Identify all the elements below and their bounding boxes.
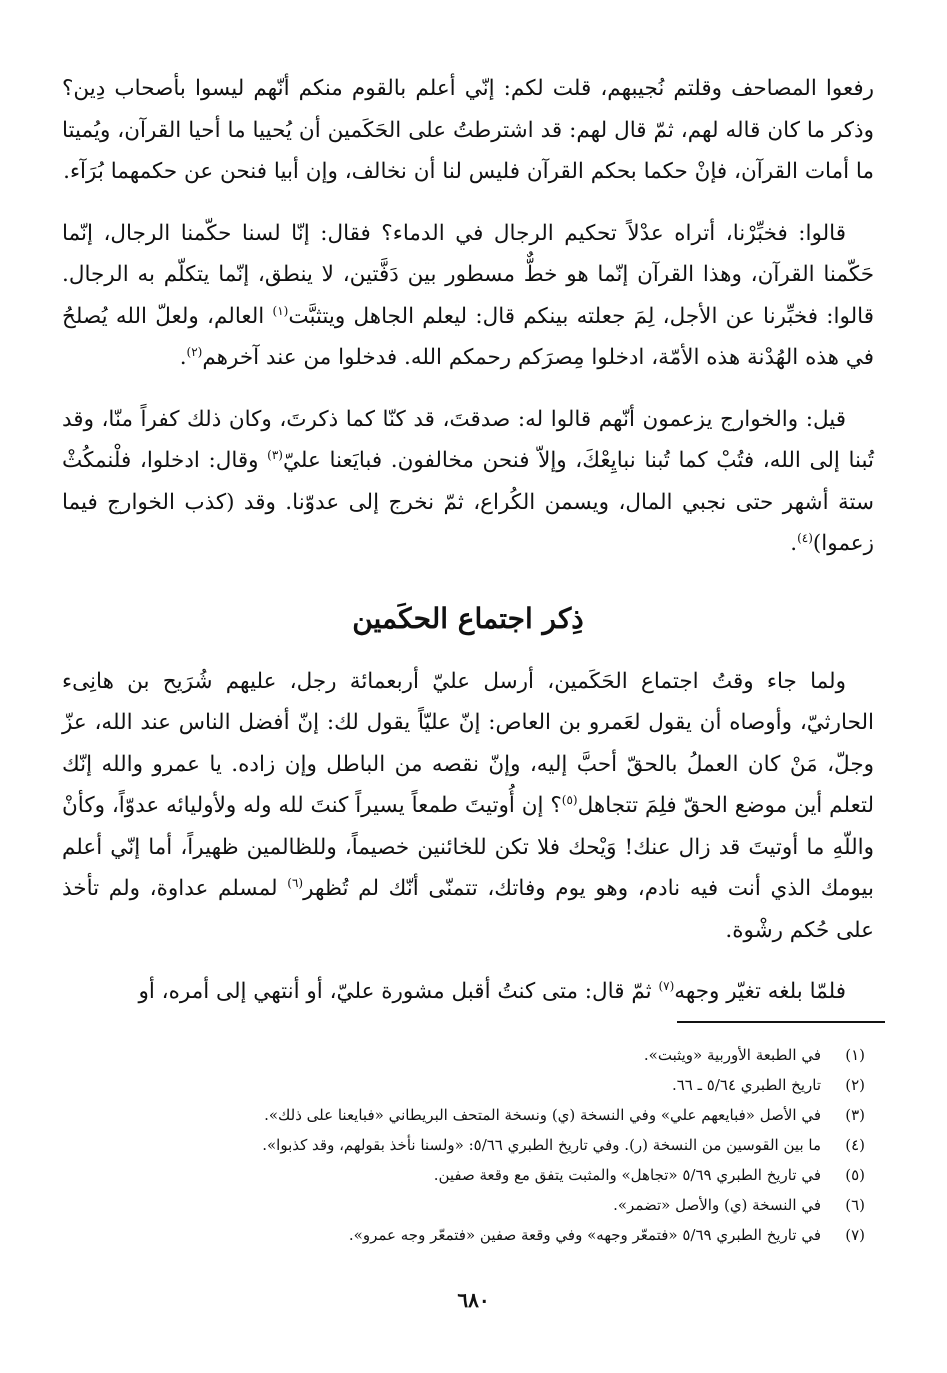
footnote-item: [85, 1190, 865, 1220]
footnote-ref-3[interactable]: (٣): [267, 447, 283, 462]
footnote-number: (٥): [845, 1166, 865, 1184]
footnote-item: [85, 1070, 865, 1100]
paragraph-2-text-a: قالوا: فخبِّرْنا، أتراه عدْلاً تحكيم الرجال في الدماء؟ فقال: إنّا لسنا حكّمنا الرجال، إنّما حَكّمنا القرآن، وهذا القرآن إنّما هو خطٌّ مسطور بين دَفَّتين، لا ينطق، إنّما يتكلّم به الرجال. قالوا: فخبِّرنا عن الأجل، لِمَ جعلته بينكم قال: ليعلم الجاهل ويتثبَّت: [62, 220, 875, 329]
page-number: ٦٨٠: [457, 1288, 490, 1312]
paragraph-3: [62, 399, 874, 565]
footnote-divider: [677, 1021, 885, 1023]
footnote-text: في الأصل «فبايعهم علي» وفي النسخة (ي) ونسخة المتحف البريطاني «فبايعنا على ذلك».: [264, 1106, 821, 1124]
footnote-number: (٣): [845, 1106, 865, 1124]
footnote-text: تاريخ الطبري ٥/٦٤ ـ ٦٦.: [671, 1076, 821, 1094]
paragraph-3-text-b: وقال: ادخلوا، فلْنمكُثْ ستة أشهر حتى نجبي المال، ويسمن الكُراع، ثمّ نخرج إلى عدوّنا. وقد (كذب الخوارج فيما زعموا): [62, 448, 874, 556]
paragraph-4-text-c: لمسلم عداوة، ولم تأخذ على حُكم رشْوة.: [62, 876, 874, 943]
footnote-item: [85, 1130, 865, 1160]
footnote-list: [85, 1040, 865, 1250]
paragraph-1: [62, 68, 874, 193]
paragraph-2-text-c: .: [179, 345, 187, 370]
paragraph-4-text-b: ؟ إن أُوتيتَ طمعاً يسيراً كنتَ لله وله ولأوليائه عدوّاً، وكأنْ واللّهِ ما أوتيتَ قد زال عنك! وَيْحك فلا تكن للخائنين خصيماً، وللظالمين ظهيراً، أما إنّي أعلم بيومك الذي أنت فيه نادم، وهو يوم وفاتك، تتمنّى أنّك لم تُظهر: [62, 793, 875, 901]
footnote-ref-4[interactable]: (٤): [797, 530, 813, 545]
footnote-text: في تاريخ الطبري ٥/٦٩ «فتمعّر وجهه» وفي وقعة صفين «فتمعّر وجه عمرو».: [348, 1226, 821, 1244]
footnote-text: ما بين القوسين من النسخة (ر). وفي تاريخ الطبري ٥/٦٦: «ولسنا نأخذ بقولهم، وقد كذبوا».: [262, 1136, 821, 1154]
paragraph-1-text: رفعوا المصاحف وقلتم نُجيبهم، قلت لكم: إنّي أعلم بالقوم منكم أنّهم ليسوا بأصحاب دِين؟ وذكر ما كان قاله لهم، ثمّ قال لهم: قد اشترطتُ على الحَكَمين أن يُحييا ما أحيا القرآن، ويُميتا ما أمات القرآن، فإنْ حكما بحكم القرآن فليس لنا أن نخالف، وإن أبيا فنحن عن حكمهما بُرَآء.: [62, 76, 874, 184]
footnote-ref-5[interactable]: (٥): [561, 792, 578, 807]
footnote-item: [85, 1220, 865, 1250]
footnote-number: (٤): [845, 1136, 865, 1154]
footnote-ref-1[interactable]: (١): [272, 303, 289, 318]
paragraph-5-text-a: فلمّا بلغه تغيّر وجهه: [674, 979, 846, 1004]
page-body: [62, 68, 874, 1033]
paragraph-2: [62, 213, 874, 379]
footnote-item: [85, 1100, 865, 1130]
footnote-text: في النسخة (ي) والأصل «تضمر».: [613, 1196, 821, 1214]
footnote-item: [85, 1160, 865, 1190]
footnote-number: (٢): [845, 1076, 865, 1094]
paragraph-3-text-a: قيل: والخوارج يزعمون أنّهم قالوا له: صدقتَ، قد كنّا كما ذكرتَ، وكان ذلك كفراً منّا، وقد تُبنا إلى الله، فتُبْ كما تُبنا نبايِعْكَ، وإلاّ فنحن مخالفون. فبايَعنا عليّ: [62, 406, 874, 473]
paragraph-4-text-a: ولما جاء وقتُ اجتماع الحَكَمين، أرسل عليّ أربعمائة رجل، عليهم شُرَيح بن هانِىء الحارثيّ، وأوصاه أن يقول لعَمرو بن العاص: إنّ عليّاً يقول لك: إنّ أفضل الناس عند الله، عزّ وجلّ، مَنْ كان العملُ بالحقّ أحبَّ إليه، وإنّ نقصه من الباطل وإن زاده. يا عمرو والله إنّك لتعلم أين موضع الحقّ فلِمَ تتجاهل: [62, 668, 874, 818]
section-heading: ذِكر اجتماع الحكَمين: [352, 601, 584, 635]
footnote-ref-2[interactable]: (٢): [186, 344, 203, 359]
footnote-text: في تاريخ الطبري ٥/٦٩ «تجاهل» والمثبت يتفق مع وقعة صفين.: [433, 1166, 821, 1184]
footnote-number: (١): [845, 1046, 865, 1064]
paragraph-3-text-c: .: [790, 531, 798, 556]
paragraph-5: [62, 971, 874, 1013]
footnote-text: في الطبعة الأوربية «ويثبت».: [643, 1046, 821, 1064]
footnote-number: (٦): [845, 1196, 865, 1214]
paragraph-5-text-b: ثمّ قال: متى كنتُ أقبل مشورة عليّ، أو أنتهي إلى أمره، أو: [138, 979, 659, 1004]
footnote-number: (٧): [845, 1226, 865, 1244]
footnote-ref-6[interactable]: (٦): [287, 875, 304, 890]
footnote-ref-7[interactable]: (٧): [658, 978, 675, 993]
footnote-item: [85, 1040, 865, 1070]
paragraph-4: [62, 661, 874, 952]
paragraph-2-text-b: العالم، ولعلّ الله يُصلحُ في هذه الهُدْنة هذه الأمّة، ادخلوا مِصرَكم رحمكم الله. فدخلوا من عند آخرهم: [62, 303, 874, 370]
